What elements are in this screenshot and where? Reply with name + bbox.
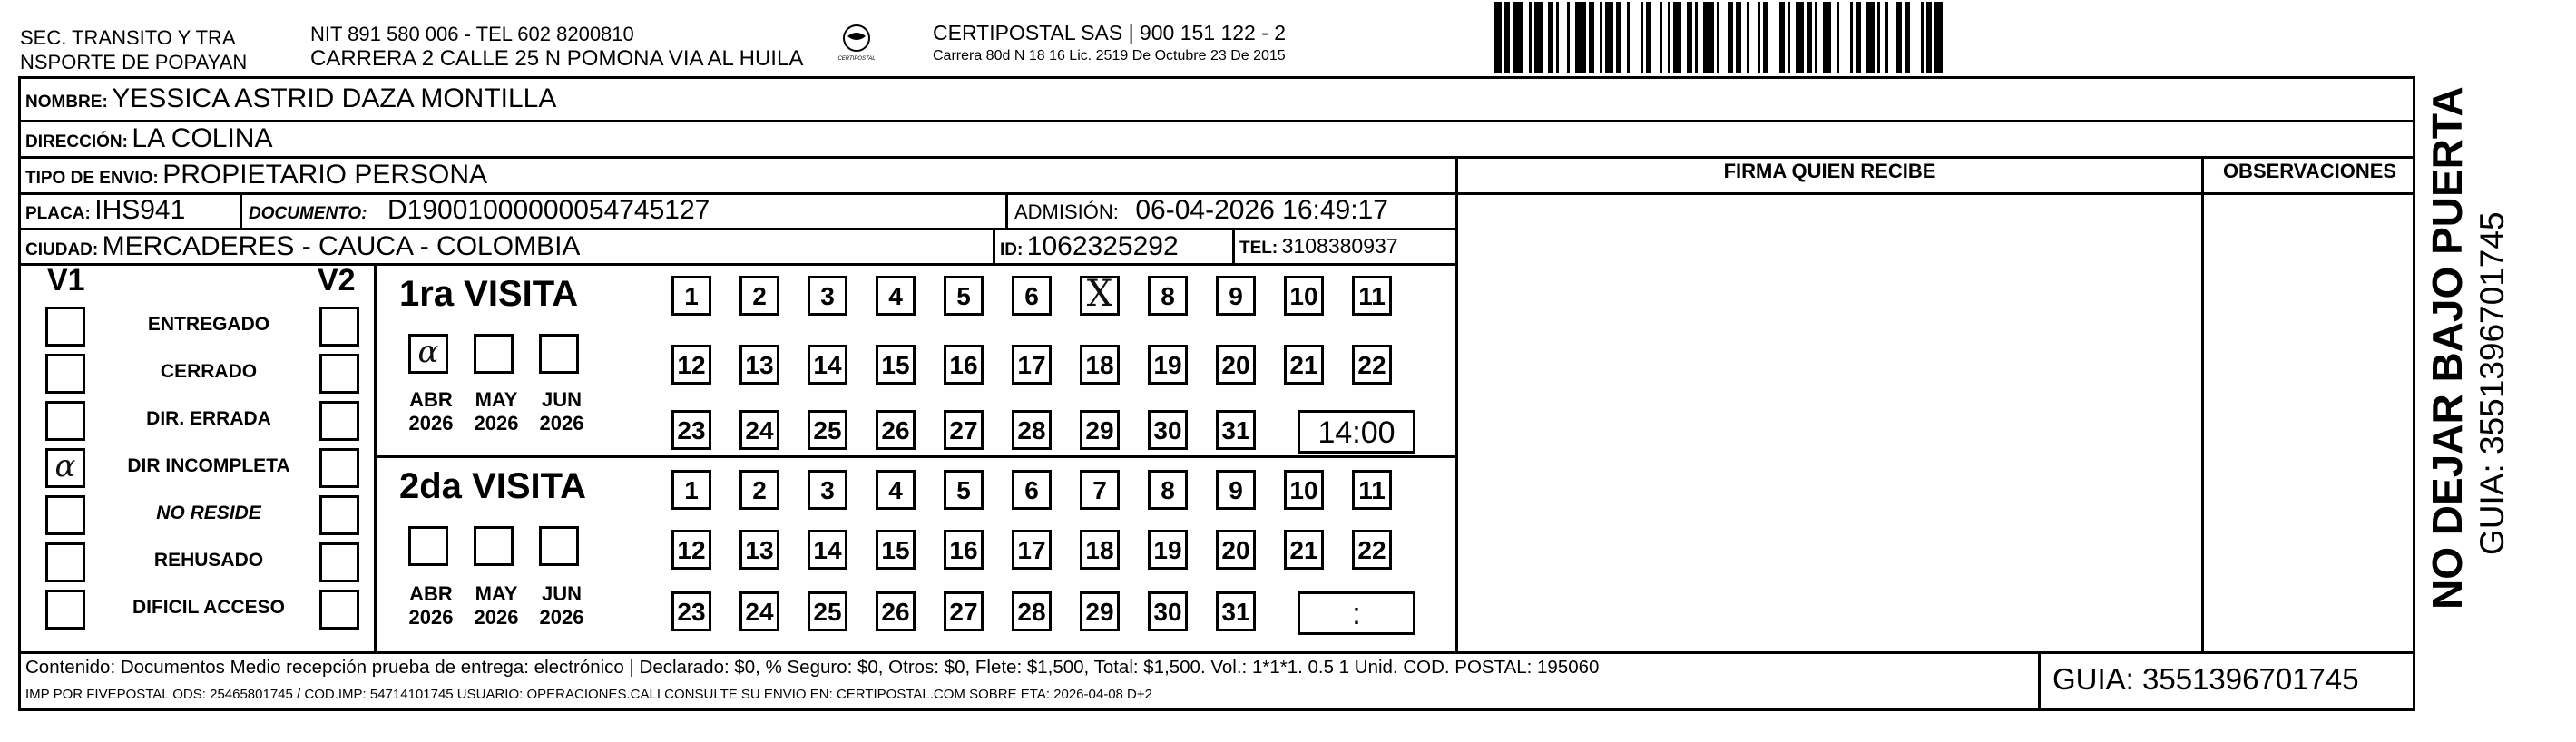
first-day-box: 30 [1148, 410, 1188, 450]
first-month-label [465, 388, 528, 435]
first-day-box: 18 [1080, 345, 1120, 385]
first-day-box: 31 [1216, 410, 1256, 450]
second-month-box [539, 526, 579, 566]
signature-label: FIRMA QUIEN RECIBE [1723, 160, 1936, 182]
second-day-box: 17 [1012, 530, 1052, 570]
second-day-box: 29 [1080, 591, 1120, 631]
address-label: DIRECCIÓN: [25, 132, 128, 151]
first-day-box: 2 [739, 276, 779, 316]
print-line: IMP POR FIVEPOSTAL ODS: 25465801745 / COD.IMP: 54714101745 USUARIO: OPERACIONES.CALI CONSULTE SU ENVIO EN: CERTIPOSTAL.COM SOBRE ETA: 2026-04-08 D+2 [25, 687, 1152, 702]
first-day-box: 9 [1216, 276, 1256, 316]
barcode-bar [1796, 2, 1804, 73]
second-month-box [474, 526, 514, 566]
side-warning: NO DEJAR BAJO PUERTA [2424, 86, 2471, 610]
barcode-bar [1605, 2, 1613, 73]
plate-label: PLACA: [25, 204, 91, 223]
status-label: REHUSADO [153, 550, 264, 571]
first-day-box: 8 [1148, 276, 1188, 316]
nit-line: NIT 891 580 006 - TEL 602 8200810 [310, 23, 634, 45]
first-month-mark: α [417, 334, 439, 370]
address-value: LA COLINA [132, 123, 273, 153]
first-day-box: 12 [671, 345, 711, 385]
first-day-box: 11 [1352, 276, 1392, 316]
second-day-box: 2 [739, 470, 779, 510]
address-row [25, 123, 272, 154]
first-day-box: 29 [1080, 410, 1120, 450]
second-month-label [465, 582, 528, 630]
first-day-box: 3 [808, 276, 847, 316]
sender-line-2: NSPORTE DE POPAYAN [20, 51, 248, 73]
second-month-label [399, 582, 463, 630]
second-day-box: 31 [1216, 591, 1256, 631]
barcode-bar [1513, 2, 1523, 73]
document-label: DOCUMENTO: [249, 204, 367, 223]
type-row [25, 160, 487, 190]
barcode-bar [1559, 2, 1567, 73]
document-value: D19001000000054745127 [387, 195, 710, 225]
first-day-box: 27 [944, 410, 984, 450]
barcode-bar [1673, 2, 1681, 73]
tel-cell [1239, 234, 1398, 259]
first-day-box: 22 [1352, 345, 1392, 385]
second-day-box: 8 [1148, 470, 1188, 510]
name-label: NOMBRE: [25, 93, 108, 112]
barcode-bar [1534, 2, 1543, 73]
v1-checkbox [45, 495, 85, 535]
status-label: DIR. ERRADA [146, 408, 271, 429]
v2-checkbox [319, 448, 359, 488]
first-day-box: 19 [1148, 345, 1188, 385]
sender-line-1: SEC. TRANSITO Y TRA [20, 26, 236, 49]
first-day-box: 17 [1012, 345, 1052, 385]
barcode-bar [1630, 2, 1641, 73]
address-line: CARRERA 2 CALLE 25 N POMONA VIA AL HUILA [310, 46, 804, 71]
first-day-box: 4 [876, 276, 916, 316]
barcode [1494, 2, 2228, 73]
second-day-box: 18 [1080, 530, 1120, 570]
logo-text: CERTIPOSTAL [837, 56, 876, 62]
v2-checkbox [319, 354, 359, 394]
plate-cell [25, 195, 185, 226]
barcode-bar [1823, 2, 1831, 73]
second-day-box: 23 [671, 591, 711, 631]
month-year: 2026 [408, 606, 454, 629]
city-cell [25, 231, 580, 262]
v2-checkbox [319, 495, 359, 535]
second-day-box: 28 [1012, 591, 1052, 631]
name-value: YESSICA ASTRID DAZA MONTILLA [112, 83, 557, 113]
month-year: 2026 [539, 412, 584, 434]
id-label: ID: [1000, 240, 1024, 259]
second-day-box: 4 [876, 470, 916, 510]
first-day-box: 15 [876, 345, 916, 385]
first-day-box: 10 [1284, 276, 1324, 316]
first-day-box: 21 [1284, 345, 1324, 385]
company-line: CERTIPOSTAL SAS | 900 151 122 - 2 [933, 21, 1287, 44]
first-day-box: 5 [944, 276, 984, 316]
first-month-box [474, 334, 514, 374]
content-line: Contenido: Documentos Medio recepción prueba de entrega: electrónico | Declarado: $0, % Seguro: $0, Otros: $0, Flete: $1,500, Total: $1,500. Vol.: 1*1*1. 0.5 1 Unid. COD. POSTAL: 195060 [25, 657, 1600, 678]
admission-cell [1014, 195, 1388, 226]
v2-checkbox [319, 401, 359, 441]
first-day-box: 28 [1012, 410, 1052, 450]
admission-label: ADMISIÓN: [1014, 200, 1119, 223]
status-label: DIFICIL ACCESO [132, 597, 285, 618]
v1-checkbox [45, 401, 85, 441]
v2-checkbox [319, 542, 359, 582]
v1-check-mark: α [54, 448, 76, 484]
company-info [933, 20, 1286, 66]
first-day-box: 23 [671, 410, 711, 450]
month-year: 2026 [474, 606, 519, 629]
status-label: DIR INCOMPLETA [127, 455, 290, 476]
first-day-box: 25 [808, 410, 847, 450]
status-label: ENTREGADO [147, 314, 270, 335]
footer-guia: GUIA: 3551396701745 [2052, 662, 2359, 696]
sender-name [20, 25, 247, 74]
first-day-box: 26 [876, 410, 916, 450]
second-day-box: 13 [739, 530, 779, 570]
second-day-box: 6 [1012, 470, 1052, 510]
v1-checkbox [45, 542, 85, 582]
v2-checkbox [319, 307, 359, 347]
month-year: 2026 [408, 412, 454, 434]
barcode-bar [1494, 2, 1502, 73]
barcode-bar [1839, 2, 1850, 73]
v1-checkbox [45, 307, 85, 347]
first-visit-title: 1ra VISITA [399, 274, 579, 314]
second-day-box: 9 [1216, 470, 1256, 510]
sender-contact [310, 22, 803, 71]
second-day-box: 3 [808, 470, 847, 510]
second-day-box: 20 [1216, 530, 1256, 570]
second-day-box: 5 [944, 470, 984, 510]
license-line: Carrera 80d N 18 16 Lic. 2519 De Octubre 23 De 2015 [933, 48, 1286, 63]
type-value: PROPIETARIO PERSONA [162, 160, 488, 190]
name-row [25, 83, 556, 114]
first-month-label [399, 388, 463, 435]
v2-checkbox [319, 590, 359, 630]
month-name: MAY [475, 582, 518, 605]
city-label: CIUDAD: [25, 240, 99, 259]
second-day-box: 10 [1284, 470, 1324, 510]
second-month-label [530, 582, 593, 630]
first-day-box: 16 [944, 345, 984, 385]
first-day-box: 13 [739, 345, 779, 385]
second-day-box: 21 [1284, 530, 1324, 570]
barcode-bar [1719, 2, 1728, 73]
first-month-label [530, 388, 593, 435]
month-name: JUN [541, 582, 582, 605]
second-month-box [408, 526, 448, 566]
barcode-bar [1575, 2, 1586, 73]
second-day-box: 24 [739, 591, 779, 631]
first-day-box: 24 [739, 410, 779, 450]
observations-label: OBSERVACIONES [2222, 160, 2397, 182]
barcode-bar [1910, 2, 1921, 73]
tel-label: TEL: [1239, 239, 1278, 258]
barcode-bar [1651, 2, 1660, 73]
barcode-bar [1888, 2, 1896, 73]
status-label: CERRADO [160, 361, 258, 382]
first-day-box: 1 [671, 276, 711, 316]
month-name: JUN [541, 388, 582, 411]
second-day-box: 11 [1352, 470, 1392, 510]
second-time-box: : [1298, 591, 1415, 635]
plate-value: IHS941 [94, 195, 186, 225]
barcode-bar [1866, 2, 1875, 73]
first-day-box: 20 [1216, 345, 1256, 385]
second-day-box: 7 [1080, 470, 1120, 510]
second-day-box: 16 [944, 530, 984, 570]
month-name: MAY [475, 388, 518, 411]
company-logo [824, 20, 889, 71]
v1-checkbox [45, 590, 85, 630]
logo-icon [824, 20, 889, 71]
v1-label: V1 [47, 263, 85, 298]
barcode-bar [1768, 2, 1779, 73]
second-day-box: 19 [1148, 530, 1188, 570]
barcode-bar [1934, 2, 1943, 73]
barcode-bar [1943, 2, 1948, 73]
month-year: 2026 [539, 606, 584, 629]
second-day-box: 26 [876, 591, 916, 631]
id-value: 1062325292 [1026, 231, 1179, 261]
status-label: NO RESIDE [156, 503, 261, 523]
document-cell [249, 195, 710, 226]
city-value: MERCADERES - CAUCA - COLOMBIA [102, 231, 581, 261]
second-day-box: 30 [1148, 591, 1188, 631]
month-year: 2026 [474, 412, 519, 434]
month-name: ABR [409, 582, 453, 605]
second-visit-title: 2da VISITA [399, 466, 586, 506]
tel-value: 3108380937 [1281, 234, 1398, 258]
first-day-box: 6 [1012, 276, 1052, 316]
month-name: ABR [409, 388, 453, 411]
v2-label: V2 [318, 263, 356, 298]
second-day-box: 15 [876, 530, 916, 570]
first-time-box: 14:00 [1298, 410, 1415, 454]
second-day-box: 22 [1352, 530, 1392, 570]
v1-checkbox [45, 354, 85, 394]
id-cell [1000, 231, 1179, 262]
side-guia: GUIA: 3551396701745 [2473, 211, 2511, 555]
first-month-box [539, 334, 579, 374]
first-day-mark: X [1086, 273, 1113, 315]
second-day-box: 25 [808, 591, 847, 631]
second-day-box: 12 [671, 530, 711, 570]
admission-value: 06-04-2026 16:49:17 [1135, 195, 1388, 225]
barcode-bar [1749, 2, 1758, 73]
first-day-box: 14 [808, 345, 847, 385]
type-label: TIPO DE ENVIO: [25, 169, 159, 188]
second-day-box: 27 [944, 591, 984, 631]
second-day-box: 1 [671, 470, 711, 510]
barcode-bar [1703, 2, 1714, 73]
second-day-box: 14 [808, 530, 847, 570]
